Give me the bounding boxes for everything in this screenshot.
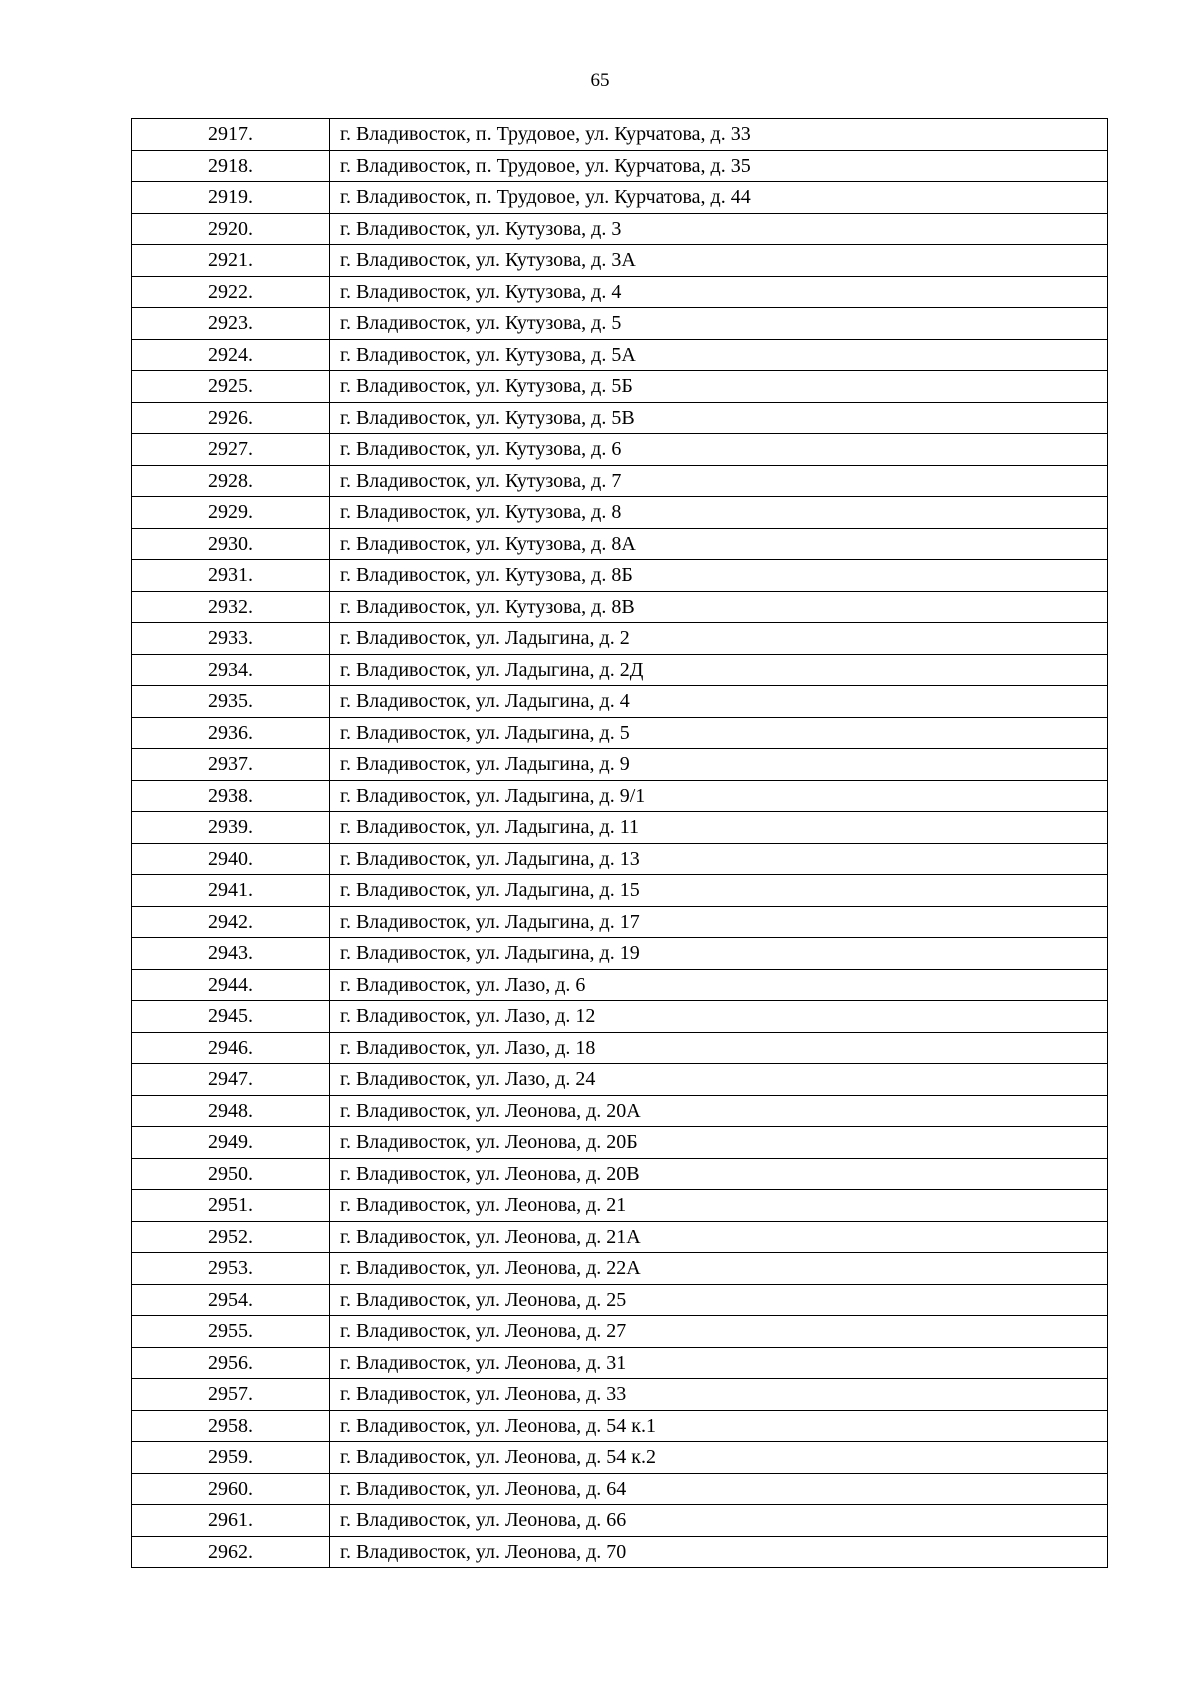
table-row (132, 1095, 1108, 1127)
table-row (132, 780, 1108, 812)
row-number-cell: 2943. (132, 938, 330, 970)
table-row (132, 1158, 1108, 1190)
row-number-cell: 2920. (132, 213, 330, 245)
row-number-cell: 2934. (132, 654, 330, 686)
address-cell: г. Владивосток, ул. Леонова, д. 27 (330, 1316, 1108, 1348)
address-cell: г. Владивосток, ул. Кутузова, д. 5А (330, 339, 1108, 371)
table-row (132, 749, 1108, 781)
table-row (132, 1127, 1108, 1159)
row-number-cell: 2942. (132, 906, 330, 938)
table-row (132, 717, 1108, 749)
address-cell: г. Владивосток, ул. Лазо, д. 18 (330, 1032, 1108, 1064)
row-number-cell: 2954. (132, 1284, 330, 1316)
table-row (132, 276, 1108, 308)
row-number-cell: 2932. (132, 591, 330, 623)
address-cell: г. Владивосток, ул. Леонова, д. 31 (330, 1347, 1108, 1379)
table-row (132, 1442, 1108, 1474)
address-cell: г. Владивосток, п. Трудовое, ул. Курчатова, д. 35 (330, 150, 1108, 182)
table-row (132, 1284, 1108, 1316)
table-row (132, 308, 1108, 340)
address-table (131, 118, 1108, 1568)
address-cell: г. Владивосток, п. Трудовое, ул. Курчатова, д. 33 (330, 119, 1108, 151)
row-number-cell: 2961. (132, 1505, 330, 1537)
table-row (132, 119, 1108, 151)
address-cell: г. Владивосток, ул. Ладыгина, д. 2Д (330, 654, 1108, 686)
table-row (132, 150, 1108, 182)
table-row (132, 1316, 1108, 1348)
table-row (132, 402, 1108, 434)
address-cell: г. Владивосток, ул. Леонова, д. 66 (330, 1505, 1108, 1537)
table-row (132, 182, 1108, 214)
address-cell: г. Владивосток, ул. Кутузова, д. 5В (330, 402, 1108, 434)
table-row (132, 623, 1108, 655)
address-cell: г. Владивосток, ул. Ладыгина, д. 15 (330, 875, 1108, 907)
address-cell: г. Владивосток, ул. Ладыгина, д. 11 (330, 812, 1108, 844)
row-number-cell: 2935. (132, 686, 330, 718)
table-row (132, 434, 1108, 466)
table-row (132, 371, 1108, 403)
address-cell: г. Владивосток, ул. Леонова, д. 64 (330, 1473, 1108, 1505)
row-number-cell: 2940. (132, 843, 330, 875)
table-row (132, 654, 1108, 686)
row-number-cell: 2928. (132, 465, 330, 497)
row-number-cell: 2952. (132, 1221, 330, 1253)
table-row (132, 339, 1108, 371)
table-row (132, 1536, 1108, 1568)
row-number-cell: 2933. (132, 623, 330, 655)
row-number-cell: 2925. (132, 371, 330, 403)
address-cell: г. Владивосток, ул. Леонова, д. 20А (330, 1095, 1108, 1127)
row-number-cell: 2947. (132, 1064, 330, 1096)
row-number-cell: 2930. (132, 528, 330, 560)
table-row (132, 686, 1108, 718)
table-row (132, 875, 1108, 907)
row-number-cell: 2924. (132, 339, 330, 371)
address-cell: г. Владивосток, ул. Леонова, д. 21А (330, 1221, 1108, 1253)
table-row (132, 1064, 1108, 1096)
row-number-cell: 2921. (132, 245, 330, 277)
table-row (132, 1032, 1108, 1064)
address-cell: г. Владивосток, ул. Лазо, д. 24 (330, 1064, 1108, 1096)
row-number-cell: 2955. (132, 1316, 330, 1348)
table-row (132, 591, 1108, 623)
address-cell: г. Владивосток, ул. Леонова, д. 54 к.2 (330, 1442, 1108, 1474)
row-number-cell: 2950. (132, 1158, 330, 1190)
address-cell: г. Владивосток, ул. Кутузова, д. 8А (330, 528, 1108, 560)
address-cell: г. Владивосток, ул. Кутузова, д. 6 (330, 434, 1108, 466)
address-cell: г. Владивосток, ул. Леонова, д. 25 (330, 1284, 1108, 1316)
table-row (132, 528, 1108, 560)
address-cell: г. Владивосток, ул. Кутузова, д. 4 (330, 276, 1108, 308)
table-row (132, 1221, 1108, 1253)
address-cell: г. Владивосток, п. Трудовое, ул. Курчатова, д. 44 (330, 182, 1108, 214)
table-row (132, 1379, 1108, 1411)
address-cell: г. Владивосток, ул. Леонова, д. 70 (330, 1536, 1108, 1568)
address-cell: г. Владивосток, ул. Кутузова, д. 5 (330, 308, 1108, 340)
row-number-cell: 2936. (132, 717, 330, 749)
row-number-cell: 2953. (132, 1253, 330, 1285)
address-table-body (132, 119, 1108, 1568)
table-row (132, 497, 1108, 529)
table-row (132, 465, 1108, 497)
address-cell: г. Владивосток, ул. Леонова, д. 33 (330, 1379, 1108, 1411)
address-cell: г. Владивосток, ул. Ладыгина, д. 13 (330, 843, 1108, 875)
table-row (132, 1410, 1108, 1442)
table-row (132, 938, 1108, 970)
table-row (132, 245, 1108, 277)
table-row (132, 1253, 1108, 1285)
row-number-cell: 2917. (132, 119, 330, 151)
row-number-cell: 2927. (132, 434, 330, 466)
address-cell: г. Владивосток, ул. Леонова, д. 20В (330, 1158, 1108, 1190)
row-number-cell: 2959. (132, 1442, 330, 1474)
row-number-cell: 2956. (132, 1347, 330, 1379)
address-cell: г. Владивосток, ул. Ладыгина, д. 4 (330, 686, 1108, 718)
row-number-cell: 2945. (132, 1001, 330, 1033)
row-number-cell: 2919. (132, 182, 330, 214)
address-cell: г. Владивосток, ул. Леонова, д. 54 к.1 (330, 1410, 1108, 1442)
address-cell: г. Владивосток, ул. Леонова, д. 22А (330, 1253, 1108, 1285)
row-number-cell: 2962. (132, 1536, 330, 1568)
table-row (132, 213, 1108, 245)
address-cell: г. Владивосток, ул. Кутузова, д. 3 (330, 213, 1108, 245)
row-number-cell: 2949. (132, 1127, 330, 1159)
row-number-cell: 2960. (132, 1473, 330, 1505)
table-row (132, 812, 1108, 844)
row-number-cell: 2958. (132, 1410, 330, 1442)
address-cell: г. Владивосток, ул. Кутузова, д. 5Б (330, 371, 1108, 403)
row-number-cell: 2922. (132, 276, 330, 308)
table-row (132, 1190, 1108, 1222)
row-number-cell: 2938. (132, 780, 330, 812)
address-cell: г. Владивосток, ул. Ладыгина, д. 2 (330, 623, 1108, 655)
table-row (132, 1473, 1108, 1505)
row-number-cell: 2951. (132, 1190, 330, 1222)
row-number-cell: 2929. (132, 497, 330, 529)
address-cell: г. Владивосток, ул. Ладыгина, д. 19 (330, 938, 1108, 970)
address-cell: г. Владивосток, ул. Кутузова, д. 8В (330, 591, 1108, 623)
row-number-cell: 2937. (132, 749, 330, 781)
address-cell: г. Владивосток, ул. Ладыгина, д. 9 (330, 749, 1108, 781)
table-row (132, 1347, 1108, 1379)
table-row (132, 1505, 1108, 1537)
address-cell: г. Владивосток, ул. Леонова, д. 21 (330, 1190, 1108, 1222)
row-number-cell: 2939. (132, 812, 330, 844)
table-row (132, 560, 1108, 592)
row-number-cell: 2946. (132, 1032, 330, 1064)
row-number-cell: 2923. (132, 308, 330, 340)
address-cell: г. Владивосток, ул. Лазо, д. 6 (330, 969, 1108, 1001)
row-number-cell: 2918. (132, 150, 330, 182)
row-number-cell: 2948. (132, 1095, 330, 1127)
address-cell: г. Владивосток, ул. Кутузова, д. 3А (330, 245, 1108, 277)
table-row (132, 843, 1108, 875)
address-cell: г. Владивосток, ул. Леонова, д. 20Б (330, 1127, 1108, 1159)
address-cell: г. Владивосток, ул. Кутузова, д. 7 (330, 465, 1108, 497)
address-cell: г. Владивосток, ул. Ладыгина, д. 5 (330, 717, 1108, 749)
address-cell: г. Владивосток, ул. Лазо, д. 12 (330, 1001, 1108, 1033)
row-number-cell: 2931. (132, 560, 330, 592)
row-number-cell: 2944. (132, 969, 330, 1001)
row-number-cell: 2941. (132, 875, 330, 907)
table-row (132, 969, 1108, 1001)
address-cell: г. Владивосток, ул. Ладыгина, д. 9/1 (330, 780, 1108, 812)
row-number-cell: 2957. (132, 1379, 330, 1411)
page-number: 65 (590, 70, 610, 91)
address-cell: г. Владивосток, ул. Ладыгина, д. 17 (330, 906, 1108, 938)
address-cell: г. Владивосток, ул. Кутузова, д. 8Б (330, 560, 1108, 592)
table-row (132, 906, 1108, 938)
table-row (132, 1001, 1108, 1033)
row-number-cell: 2926. (132, 402, 330, 434)
address-cell: г. Владивосток, ул. Кутузова, д. 8 (330, 497, 1108, 529)
